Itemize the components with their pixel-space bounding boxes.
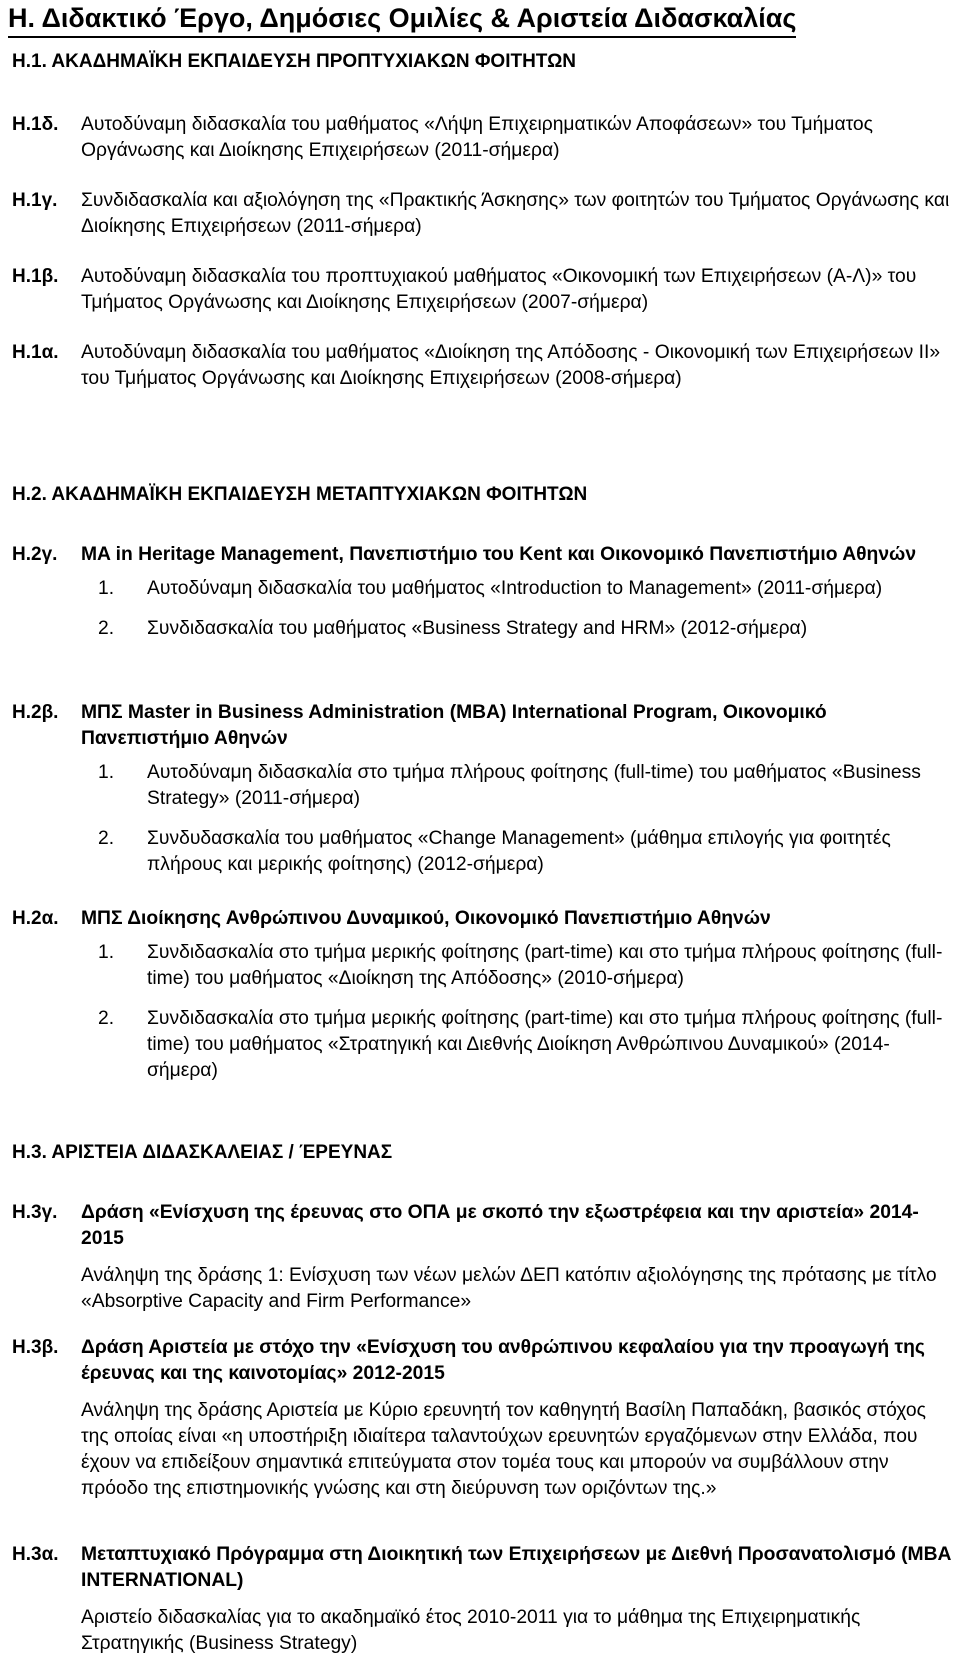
list-item-number: 1. [98, 578, 115, 599]
entry-text: Αυτοδύναμη διδασκαλία του μαθήματος «Διοίκηση της Απόδοσης - Οικονομική των Επιχειρήσεων ΙΙ» του Τμήματος Οργάνωσης και Διοίκησης Επιχειρήσεων (2008-σήμερα) [81, 342, 941, 389]
entry-code: Η.1δ. [12, 114, 59, 135]
entry-code: Η.1α. [12, 342, 59, 363]
list-item-text: Συνδιδασκαλία στο τμήμα μερικής φοίτησης (part-time) και στο τμήμα πλήρους φοίτησης (full-time) του μαθήματος «Διοίκηση της Απόδοσης» (2010-σήμερα) [147, 942, 943, 989]
entry-h3c [12, 1200, 952, 1315]
entry-h2b [12, 700, 952, 878]
entry-h1d [12, 112, 952, 164]
section-heading-h1: Η.1. ΑΚΑΔΗΜΑΪΚΗ ΕΚΠΑΙΔΕΥΣΗ ΠΡΟΠΤΥΧΙΑΚΩΝ ΦΟΙΤΗΤΩΝ [12, 51, 577, 72]
entry-h2c [12, 542, 952, 642]
entry-h2a [12, 906, 952, 1084]
entry-description: Ανάληψη της δράσης 1: Ενίσχυση των νέων μελών ΔΕΠ κατόπιν αξιολόγησης της πρότασης με τίτλο «Absorptive Capacity and Firm Performance» [81, 1265, 937, 1312]
list-item-number: 2. [98, 828, 115, 849]
page-title: Η. Διδακτικό Έργο, Δημόσιες Ομιλίες & Αριστεία Διδασκαλίας [8, 0, 796, 38]
list-item [81, 760, 952, 812]
list-item-number: 2. [98, 1008, 115, 1029]
list-item [81, 576, 952, 602]
list-item-text: Συνδιδασκαλία του μαθήματος «Business Strategy and HRM» (2012-σήμερα) [147, 618, 808, 639]
entry-h1b [12, 264, 952, 316]
list-item [81, 826, 952, 878]
entry-description: Αριστείο διδασκαλίας για το ακαδημαϊκό έτος 2010-2011 για το μάθημα της Επιχειρηματικής Στρατηγικής (Business Strategy) [81, 1607, 861, 1654]
entry-h1c [12, 188, 952, 240]
entry-title: MA in Heritage Management, Πανεπιστήμιο του Kent και Οικονομικό Πανεπιστήμιο Αθηνών [81, 544, 917, 565]
list-item-text: Συνδιδασκαλία στο τμήμα μερικής φοίτησης (part-time) και στο τμήμα πλήρους φοίτησης (full-time) του μαθήματος «Στρατηγική και Διεθνής Διοίκηση Ανθρώπινου Δυναμικού» (2014-σήμερα) [147, 1008, 943, 1081]
entry-code: Η.2γ. [12, 544, 58, 565]
list-item-text: Αυτοδύναμη διδασκαλία στο τμήμα πλήρους φοίτησης (full-time) του μαθήματος «Business Strategy» (2011-σήμερα) [147, 762, 921, 809]
entry-title: ΜΠΣ Master in Business Administration (MBA) International Program, Οικονομικό Πανεπιστήμιο Αθηνών [81, 702, 827, 749]
entry-code: Η.3α. [12, 1544, 59, 1565]
list-item-text: Αυτοδύναμη διδασκαλία του μαθήματος «Introduction to Management» (2011-σήμερα) [147, 578, 883, 599]
entry-h1a [12, 340, 952, 392]
list-item-number: 1. [98, 762, 115, 783]
entry-code: Η.3γ. [12, 1202, 58, 1223]
entry-code: Η.1γ. [12, 190, 58, 211]
section-heading-h3: Η.3. ΑΡΙΣΤΕΙΑ ΔΙΔΑΣΚΑΛΕΙΑΣ / ΈΡΕΥΝΑΣ [12, 1142, 393, 1163]
entry-title: Δράση «Ενίσχυση της έρευνας στο ΟΠΑ με σκοπό την εξωστρέφεια και την αριστεία» 2014-2015 [81, 1202, 919, 1249]
entry-description: Ανάληψη της δράσης Αριστεία με Κύριο ερευνητή τον καθηγητή Βασίλη Παπαδάκη, βασικός στόχος της οποίας είναι «η υποστήριξη ιδιαίτερα ταλαντούχων ερευνητών εργαζόμενων στην Ελλάδα, που έχουν να επιδείξουν σημαντικά επιτεύγματα στον τομέα τους και μπορούν να συμβάλλουν στην πρόοδο της επιστημονικής γνώσης και στη διεύρυνση των οριζόντων της.» [81, 1400, 926, 1499]
entry-h3a [12, 1542, 952, 1657]
entry-title: Δράση Αριστεία με στόχο την «Ενίσχυση του ανθρώπινου κεφαλαίου για την προαγωγή της έρευνας και της καινοτομίας» 2012-2015 [81, 1337, 925, 1384]
list-item [81, 1006, 952, 1084]
list-item-number: 2. [98, 618, 115, 639]
entry-code: Η.3β. [12, 1337, 59, 1358]
list-item [81, 616, 952, 642]
entry-title: Μεταπτυχιακό Πρόγραμμα στη Διοικητική των Επιχειρήσεων με Διεθνή Προσανατολισμό (MBA INTERNATIONAL) [81, 1544, 951, 1591]
entry-text: Συνδιδασκαλία και αξιολόγηση της «Πρακτικής Άσκησης» των φοιτητών του Τμήματος Οργάνωσης και Διοίκησης Επιχειρήσεων (2011-σήμερα) [81, 190, 950, 237]
entry-text: Αυτοδύναμη διδασκαλία του προπτυχιακού μαθήματος «Οικονομική των Επιχειρήσεων (Α-Λ)» του Τμήματος Οργάνωσης και Διοίκησης Επιχειρήσεων (2007-σήμερα) [81, 266, 917, 313]
list-item-number: 1. [98, 942, 115, 963]
list-item [81, 940, 952, 992]
entry-title: ΜΠΣ Διοίκησης Ανθρώπινου Δυναμικού, Οικονομικό Πανεπιστήμιο Αθηνών [81, 908, 771, 929]
list-item-text: Συνδυδασκαλία του μαθήματος «Change Management» (μάθημα επιλογής για φοιτητές πλήρους και μερικής φοίτησης) (2012-σήμερα) [147, 828, 891, 875]
entry-h3b [12, 1335, 952, 1502]
entry-code: Η.2α. [12, 908, 59, 929]
entry-text: Αυτοδύναμη διδασκαλία του μαθήματος «Λήψη Επιχειρηματικών Αποφάσεων» του Τμήματος Οργάνωσης και Διοίκησης Επιχειρήσεων (2011-σήμερα) [81, 114, 873, 161]
entry-code: Η.1β. [12, 266, 59, 287]
entry-code: Η.2β. [12, 702, 59, 723]
section-heading-h2: Η.2. ΑΚΑΔΗΜΑΪΚΗ ΕΚΠΑΙΔΕΥΣΗ ΜΕΤΑΠΤΥΧΙΑΚΩΝ ΦΟΙΤΗΤΩΝ [12, 484, 588, 505]
